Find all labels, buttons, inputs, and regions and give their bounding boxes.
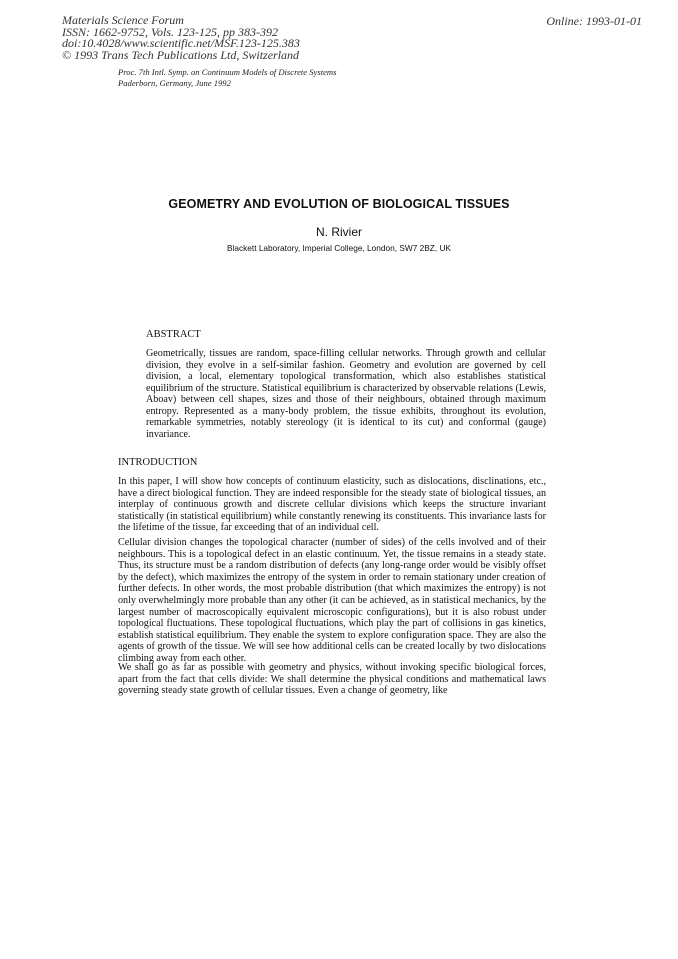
journal-name: Materials Science Forum <box>62 13 184 27</box>
abstract-text: Geometrically, tissues are random, space-filling cellular networks. Through growth and cellular division, they evolve in a self-similar fashion. Geometry and evolution are governed by cell division, a local, elementary topological transformation, which also establishes statistical equilibrium of the structure. Statistical equilibrium is characterized by observable relations (Lewis, Aboav) between cell shapes, sizes and those of their neighbours, obtained through maximum entropy. Represented as a many-body problem, the tissue exhibits, throughout its evolution, remarkable symmetries, notably stereology (it is identical to its cut) and conformal (gauge) invariance. <box>146 348 546 440</box>
abstract-heading: ABSTRACT <box>146 329 201 340</box>
paper-title: GEOMETRY AND EVOLUTION OF BIOLOGICAL TISSUES <box>168 197 510 211</box>
proceedings-note <box>118 67 336 88</box>
author-name: N. Rivier <box>315 225 362 239</box>
introduction-paragraph-3: We shall go as far as possible with geometry and physics, without invoking specific biological forces, apart from the fact that cells divide: We shall determine the physical conditions and mathematical laws governing steady state growth of cellular tissues. Even a change of geometry, like <box>118 662 546 697</box>
proceedings-line-1: Proc. 7th Intl. Symp. on Continuum Models of Discrete Systems <box>118 67 337 77</box>
copyright-line: © 1993 Trans Tech Publications Ltd, Switzerland <box>62 47 300 62</box>
journal-header <box>62 15 300 61</box>
online-date: Online: 1993-01-01 <box>546 14 642 28</box>
doi-line: doi:10.4028/www.scientific.net/MSF.123-125.383 <box>62 36 300 51</box>
introduction-paragraph-2: Cellular division changes the topological character (number of sides) of the cells involved and of their neighbours. This is a topological defect in an elastic continuum. Yet, the tissue remains in a steady state. Thus, its structure must be a random distribution of defects (any long-range order would be visibly offset by the defect), which maximizes the entropy of the system in order to remain stationary under creation of further defects. In other words, the most probable distribution (that which maximizes the entropy) is not only overwhelmingly more probable than any other (it can be achieved, as in statistical mechanics, by the largest number of macroscopically equivalent microscopic configurations), but it is also robust under topological fluctuations. These topological fluctuations, which play the part of collisions in gas kinetics, establish statistical equilibrium. They enable the system to explore configuration space. They are also the agents of growth of the tissue. We will see how additional cells can be created locally by two dislocations climbing away from each other. <box>118 537 546 664</box>
proceedings-line-2: Paderborn, Germany, June 1992 <box>118 77 231 88</box>
issn-line: ISSN: 1662-9752, Vols. 123-125, pp 383-392 <box>62 24 278 39</box>
introduction-heading: INTRODUCTION <box>118 457 198 468</box>
introduction-paragraph-1: In this paper, I will show how concepts of continuum elasticity, such as dislocations, disclinations, etc., have a direct biological function. They are indeed responsible for the steady state of biological tissues, an interplay of continuous growth and discrete cellular divisions which keeps the structure invariant statistically (in statistical equilibrium) while constantly renewing its constituents. This invariance lasts for the lifetime of the tissue, far exceeding that of an individual cell. <box>118 476 546 534</box>
author-affiliation: Blackett Laboratory, Imperial College, London, SW7 2BZ, UK <box>227 243 451 253</box>
